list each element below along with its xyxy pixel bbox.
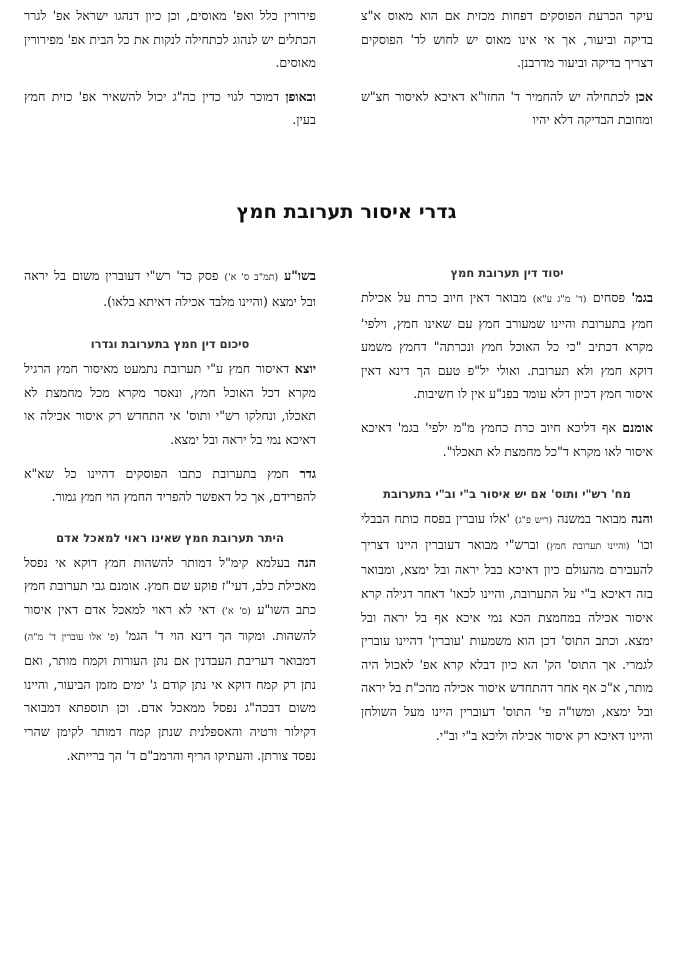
paragraph — [24, 462, 316, 509]
lead-word: אכן — [635, 88, 653, 104]
paragraph — [361, 286, 653, 406]
paragraph-text: מבואר דאין חיוב כרת על אכילת חמץ בתערובת והיינו שמעורב חמץ עם שאינו חמץ, וילפי' מקרא דכתיב "כי כל האוכל חמץ ונכרתה" דחמץ משמע דוקא חמץ ולא תערובת. ואולי יל"פ טעם הך דינא דאין איסור חמץ דכיון דלא עומד בפנ"ע אין לו חשיבות. — [361, 290, 653, 402]
subheading: מח' רש"י ותוס' אם יש איסור ב"י וב"י בתערובת — [383, 487, 631, 502]
lead-word: בגמ' — [631, 290, 653, 305]
paragraph: פירורין כלל ואפ' מאוסים, וכן כיון דנהגו ישראל אפ' לגרר הכתלים יש לנהוג לכתחילה לנקות את כל הבית אפ' מפירורין מאוסים. — [24, 8, 316, 71]
citation: (והיינו תערובת חמץ) — [546, 540, 630, 552]
subheading: סיכום דין חמץ בתערובת וגדרו — [90, 337, 250, 352]
lead-word: יוצא — [294, 361, 316, 377]
lead-word: אומנם — [622, 419, 653, 435]
lead-word: ובאופן — [285, 88, 316, 104]
paragraph — [24, 264, 316, 313]
paragraph-text: מבואר במשנה — [557, 511, 627, 527]
paragraph-text: דאיסור חמץ ע"י תערובת נתמעט מאיסור חמץ הרגיל מקרא דכל האוכל חמץ, ונאסר מקרא מכל מחמצת לא תאכלו, ונחלקו רש"י ותוס' אי התחדש רק איסור אכילה או דאיכא נמי בל יראה ובל ימצא. — [24, 361, 316, 447]
paragraph-text: חמץ בתערובת כתבו הפוסקים דהיינו כל שא"א להפרידם, אך כל דאפשר להפריד החמץ הוי חמץ גמור. — [24, 465, 316, 505]
top-right-column — [361, 4, 653, 132]
paragraph-text: וברש"י מבואר דעוברין היינו דצריך להעבירם מהעולם כיון דאיכא בבל יראה ובל ימצא, ומבואר בזה דאיכא ב"י על התערובת, והיינו לכאו' דאחר דגילה קרא איסור אכילה במחמצת הכא נמי איכא אף בל יראה ובל ימצא. וכתב התוס' דכן הוא משמעות 'עוברין' דהיינו עוברין לגמרי. אך התוס' הק' הא כיון דבלא קרא אפ' לאכול היה מותר, א"כ אף אחר דהתחדש איסור אכילה מהכ"ת בל יראה ובל ימצא, ומשו"ה פי' התוס' דעוברין היינו מעל השולחן והיינו דאיכא רק איסור אכילה וליכא ב"י וב"י. — [361, 536, 653, 743]
citation: (ד' מ"ג ע"א) — [532, 294, 587, 305]
paragraph-text: דמוכר לגוי כדין כה"ג יכול להשאיר אפ' כזית חמץ בעין. — [24, 88, 316, 128]
lead-word: בשו"ע — [284, 268, 317, 283]
citation: (ריש פ"ג) — [514, 515, 553, 527]
citation: (פ' אלו עוברין ד' מ"ה) — [24, 631, 119, 643]
subheading: יסוד דין תערובת חמץ — [450, 266, 564, 280]
lead-word: הנה — [297, 554, 316, 570]
paragraph — [24, 357, 316, 451]
paragraph-text: דאי לא ראוי למאכל אדם דאין איסור להשהות. ומקור הך דינא הוי ד' הגמ' — [24, 601, 316, 643]
top-left-column — [24, 4, 316, 132]
paragraph-text: לכתחילה יש להחמיר ד' החזו"א דאיכא לאיסור חצ"ש ומחובת הבדיקה דלא יהיו — [361, 88, 653, 128]
paragraph-text: פסק כד' רש"י דעוברין משום בל יראה ובל ימצא (והיינו מלבד אכילה דאיתא בלאו). — [24, 268, 316, 309]
paragraph — [24, 551, 316, 767]
paragraph-text: דמבואר דעריבת העבדנין אם נתן העורות וקמח מותר, ואם נתן רק קמח דוקא אי נתן קודם ג' ימים מזמן הביעור, והיינו משום דבכה"ג נפסל ממאכל אדם. וכן תוספתא דמבואר דקילור ורטיה והאספלנית שנתן קמח דמותר לקימן שהרי נפסד צורתן. והעתיקו הריף והרמב"ם ד' הך ברייתא. — [24, 653, 316, 763]
paragraph — [24, 85, 316, 132]
citation: (תמ"ב ס' א') — [224, 272, 279, 283]
lead-word: גדר — [299, 465, 316, 481]
lead-word: והנה — [631, 511, 653, 527]
section-title: גדרי איסור תערובת חמץ — [236, 200, 457, 223]
paragraph — [361, 85, 653, 132]
subheading: היתר תערובת חמץ שאינו ראוי למאכל אדם — [56, 530, 284, 545]
paragraph-text: בעלמא קימ"ל דמותר להשהות חמץ דוקא אי נפסל מאכילת כלב, דעי"ז פוקע שם חמץ. אומנם גבי תערובת חמץ כתב השו"ע — [24, 554, 316, 617]
left-column — [24, 264, 316, 767]
right-column — [361, 264, 653, 747]
paragraph: עיקר הכרעת הפוסקים דפחות מכזית אם הוא מאוס א"צ בדיקה וביעור, אך אי אינו מאוס יש לחוש לד' הפוסקים דצריך בדיקה וביעור מדרבנן. — [361, 8, 653, 71]
paragraph — [361, 416, 653, 463]
paragraph-text: 'אלו עוברין בפסח כותח הבבלי וכו' — [361, 511, 653, 552]
paragraph-text: פסחים — [592, 290, 626, 305]
paragraph — [361, 507, 653, 747]
paragraph-text: אף דליכא חיוב כרת כחמץ מ"מ ילפי' בגמ' דאיכא איסור לאו מקרא ד"כל מחמצת לא תאכלו". — [361, 419, 653, 459]
citation: (ס' א') — [221, 605, 251, 617]
